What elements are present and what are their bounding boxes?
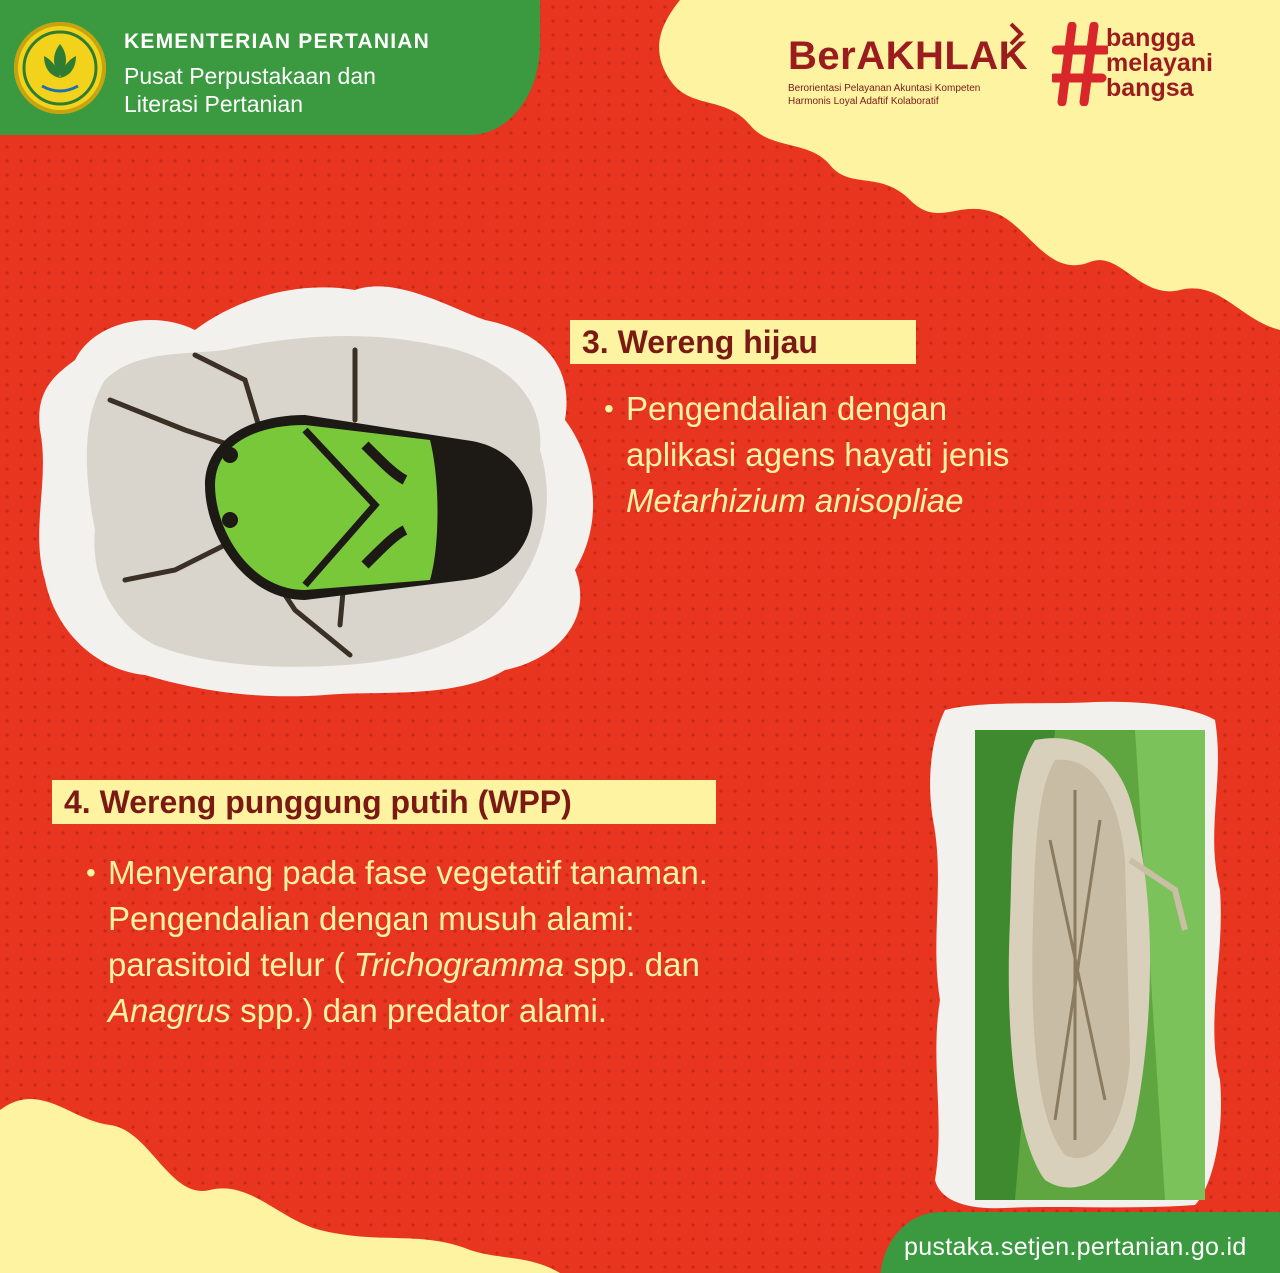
org-name: KEMENTERIAN PERTANIAN <box>124 30 430 53</box>
item4-species-trichogramma: Trichogramma <box>353 946 565 983</box>
org-subtitle-line2: Literasi Pertanian <box>124 91 303 117</box>
berakhlak-logo: BerAKHLAK <box>788 34 1029 78</box>
item4-bullet <box>86 850 928 1034</box>
berakhlak-tagline-line2: Harmonis Loyal Adaftif Kolaboratif <box>788 96 939 107</box>
item4-line2: Pengendalian dengan musuh alami: <box>108 900 635 937</box>
item3-bullet-line1: Pengendalian dengan <box>626 390 948 427</box>
bullet-icon: • <box>86 857 96 888</box>
bullet-icon: • <box>604 393 614 424</box>
hashtag-line1: bangga <box>1106 24 1195 52</box>
item3-bullet <box>604 386 1186 524</box>
hashtag-icon <box>1052 22 1108 106</box>
kementan-logo-icon <box>14 22 106 114</box>
item4-heading: 4. Wereng punggung putih (WPP) <box>52 780 716 824</box>
org-subtitle <box>124 62 504 118</box>
org-subtitle-line1: Pusat Perpustakaan dan <box>124 63 376 89</box>
yellow-blob-bottom <box>0 1080 560 1273</box>
green-leafhopper-photo <box>35 280 605 700</box>
hashtag-line2: melayani <box>1106 49 1214 77</box>
berakhlak-tagline-line1: Berorientasi Pelayanan Akuntasi Kompeten <box>788 83 981 94</box>
white-backed-planthopper-photo <box>925 700 1225 1210</box>
footer-url[interactable]: pustaka.setjen.pertanian.go.id <box>904 1233 1247 1261</box>
item3-heading: 3. Wereng hijau <box>570 320 916 364</box>
hashtag-slogan <box>1106 26 1213 101</box>
item4-species-anagrus: Anagrus <box>108 992 231 1029</box>
hashtag-line3: bangsa <box>1106 74 1194 102</box>
item4-line3-post: spp. dan <box>564 946 700 983</box>
item4-line4-post: spp.) dan predator alami. <box>230 992 607 1029</box>
chevron-icon <box>1008 22 1024 46</box>
berakhlak-tagline <box>788 82 1028 108</box>
item3-bullet-line2: aplikasi agens hayati jenis <box>626 436 1010 473</box>
item3-species: Metarhizium anisopliae <box>626 482 964 519</box>
item4-line1: Menyerang pada fase vegetatif tanaman. <box>108 854 708 891</box>
item4-line3-pre: parasitoid telur ( <box>108 946 354 983</box>
kementan-logo <box>14 22 106 114</box>
